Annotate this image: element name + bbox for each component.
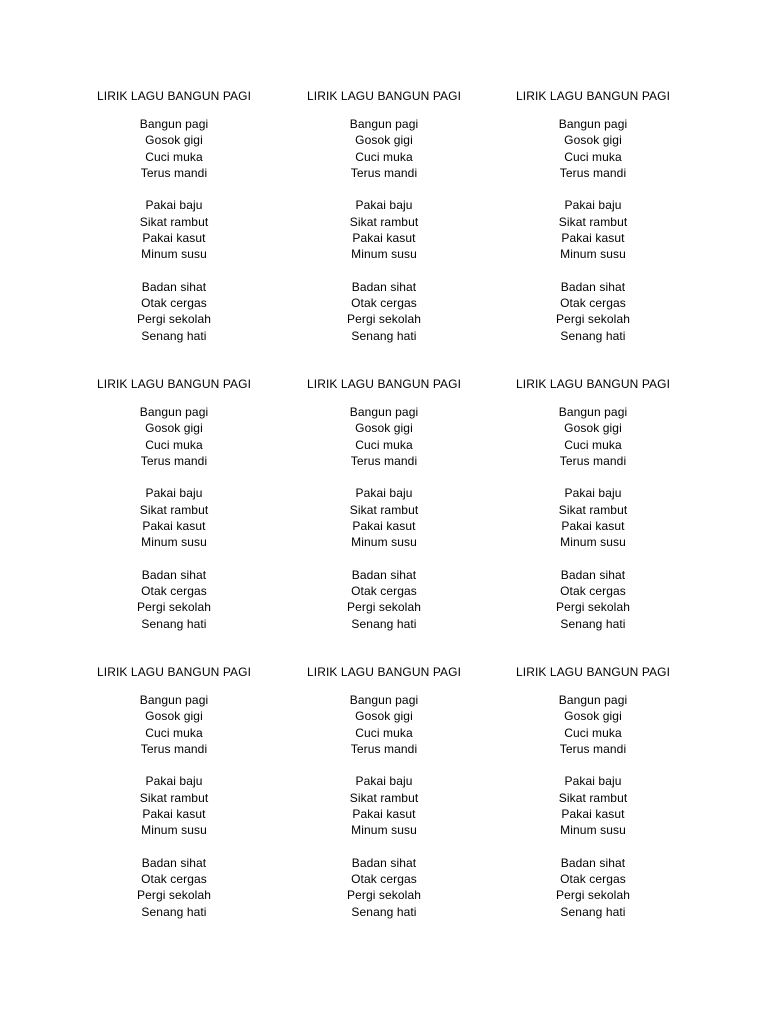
lyric-line: Pakai kasut	[352, 806, 416, 821]
lyric-line: Pergi sekolah	[346, 600, 421, 615]
lyric-line: Pakai kasut	[352, 518, 416, 533]
lyric-line: Gosok gigi	[355, 421, 413, 436]
lyric-line: Terus mandi	[140, 741, 208, 756]
stanza	[294, 116, 474, 181]
lyric-line: Pakai kasut	[561, 518, 625, 533]
lyric-card-r2-c1	[84, 377, 264, 632]
lyric-line: Badan sihat	[141, 279, 207, 294]
lyric-line: Senang hati	[141, 904, 207, 919]
lyric-line: Sikat rambut	[558, 790, 628, 805]
stanza	[84, 279, 264, 344]
lyric-line: Sikat rambut	[139, 790, 209, 805]
stanza	[503, 279, 683, 344]
lyric-line: Terus mandi	[350, 453, 418, 468]
lyric-line: Pergi sekolah	[555, 312, 630, 327]
lyric-line: Otak cergas	[351, 295, 417, 310]
lyric-card-r3-c3	[503, 665, 683, 920]
lyric-line: Otak cergas	[141, 295, 207, 310]
lyric-line: Gosok gigi	[564, 133, 622, 148]
card-title: LIRIK LAGU BANGUN PAGI	[96, 665, 252, 679]
lyric-line: Pergi sekolah	[346, 312, 421, 327]
card-title: LIRIK LAGU BANGUN PAGI	[96, 377, 252, 391]
lyric-line: Otak cergas	[560, 583, 626, 598]
lyric-line: Badan sihat	[351, 855, 417, 870]
card-title: LIRIK LAGU BANGUN PAGI	[306, 377, 462, 391]
lyric-line: Bangun pagi	[558, 117, 628, 131]
stanza	[84, 567, 264, 632]
lyric-line: Badan sihat	[351, 279, 417, 294]
lyric-line: Gosok gigi	[145, 709, 203, 724]
stanza	[294, 485, 474, 550]
stanza	[294, 773, 474, 838]
lyric-line: Badan sihat	[560, 279, 626, 294]
lyric-card-r3-c1	[84, 665, 264, 920]
lyric-line: Gosok gigi	[145, 133, 203, 148]
lyric-line: Terus mandi	[140, 165, 208, 180]
lyric-line: Sikat rambut	[558, 214, 628, 229]
lyric-line: Otak cergas	[560, 871, 626, 886]
lyric-line: Senang hati	[560, 328, 626, 343]
lyric-line: Otak cergas	[351, 871, 417, 886]
lyric-line: Cuci muka	[145, 149, 203, 164]
lyric-line: Pergi sekolah	[346, 888, 421, 903]
lyric-line: Bangun pagi	[349, 405, 419, 419]
lyric-line: Cuci muka	[355, 149, 413, 164]
lyric-line: Bangun pagi	[139, 405, 209, 419]
lyric-line: Senang hati	[351, 904, 417, 919]
lyric-line: Pergi sekolah	[555, 600, 630, 615]
lyric-line: Minum susu	[560, 823, 626, 838]
lyric-line: Otak cergas	[351, 583, 417, 598]
card-title: LIRIK LAGU BANGUN PAGI	[515, 377, 671, 391]
lyric-line: Badan sihat	[560, 567, 626, 582]
stanza	[294, 567, 474, 632]
lyric-line: Pakai baju	[355, 774, 413, 789]
lyric-line: Pakai kasut	[142, 518, 206, 533]
stanza	[84, 855, 264, 920]
lyric-line: Pakai kasut	[352, 230, 416, 245]
lyric-card-r2-c2	[294, 377, 474, 632]
stanza	[503, 404, 683, 469]
lyric-line: Pakai baju	[145, 198, 203, 213]
lyric-line: Otak cergas	[560, 295, 626, 310]
lyric-line: Otak cergas	[141, 583, 207, 598]
lyric-line: Gosok gigi	[355, 709, 413, 724]
lyric-card-r1-c3	[503, 89, 683, 344]
stanza	[503, 567, 683, 632]
lyric-line: Pakai kasut	[142, 806, 206, 821]
stanza	[503, 773, 683, 838]
lyric-line: Cuci muka	[145, 437, 203, 452]
lyric-line: Cuci muka	[355, 437, 413, 452]
lyric-line: Sikat rambut	[349, 790, 419, 805]
lyric-line: Cuci muka	[564, 437, 622, 452]
lyric-line: Terus mandi	[350, 165, 418, 180]
card-title: LIRIK LAGU BANGUN PAGI	[515, 665, 671, 679]
lyric-line: Bangun pagi	[558, 405, 628, 419]
lyric-line: Senang hati	[141, 616, 207, 631]
lyric-line: Bangun pagi	[558, 693, 628, 707]
lyric-line: Pergi sekolah	[555, 888, 630, 903]
card-title: LIRIK LAGU BANGUN PAGI	[515, 89, 671, 103]
lyric-line: Cuci muka	[564, 149, 622, 164]
lyric-line: Minum susu	[351, 823, 417, 838]
lyric-line: Terus mandi	[559, 165, 627, 180]
lyric-line: Pakai kasut	[561, 230, 625, 245]
lyric-line: Terus mandi	[559, 741, 627, 756]
lyric-line: Badan sihat	[141, 567, 207, 582]
lyric-line: Senang hati	[560, 904, 626, 919]
stanza	[503, 116, 683, 181]
stanza	[84, 773, 264, 838]
lyric-card-r1-c2	[294, 89, 474, 344]
card-title: LIRIK LAGU BANGUN PAGI	[306, 665, 462, 679]
lyric-line: Pakai kasut	[561, 806, 625, 821]
stanza	[84, 485, 264, 550]
stanza	[503, 485, 683, 550]
stanza	[294, 404, 474, 469]
lyric-line: Minum susu	[141, 247, 207, 262]
lyric-line: Senang hati	[560, 616, 626, 631]
lyric-line: Cuci muka	[145, 725, 203, 740]
stanza	[84, 404, 264, 469]
stanza	[84, 116, 264, 181]
lyric-line: Otak cergas	[141, 871, 207, 886]
card-title: LIRIK LAGU BANGUN PAGI	[96, 89, 252, 103]
lyric-line: Senang hati	[351, 328, 417, 343]
stanza	[294, 855, 474, 920]
lyric-line: Senang hati	[141, 328, 207, 343]
lyric-line: Minum susu	[351, 247, 417, 262]
lyric-line: Pakai baju	[355, 486, 413, 501]
lyric-line: Senang hati	[351, 616, 417, 631]
lyric-line: Cuci muka	[564, 725, 622, 740]
lyric-line: Pergi sekolah	[136, 312, 211, 327]
lyric-line: Sikat rambut	[349, 214, 419, 229]
lyric-line: Bangun pagi	[349, 117, 419, 131]
lyric-line: Pakai baju	[145, 486, 203, 501]
lyric-card-r1-c1	[84, 89, 264, 344]
lyric-line: Sikat rambut	[139, 214, 209, 229]
lyric-line: Pakai baju	[564, 774, 622, 789]
lyric-line: Badan sihat	[560, 855, 626, 870]
lyric-line: Bangun pagi	[349, 693, 419, 707]
lyric-line: Pergi sekolah	[136, 888, 211, 903]
lyric-line: Sikat rambut	[558, 502, 628, 517]
lyric-line: Minum susu	[351, 535, 417, 550]
stanza	[294, 197, 474, 262]
lyric-line: Minum susu	[560, 535, 626, 550]
lyric-line: Gosok gigi	[145, 421, 203, 436]
lyric-line: Pergi sekolah	[136, 600, 211, 615]
lyric-line: Cuci muka	[355, 725, 413, 740]
lyric-line: Gosok gigi	[355, 133, 413, 148]
lyric-line: Minum susu	[560, 247, 626, 262]
lyric-line: Pakai baju	[564, 198, 622, 213]
lyric-line: Minum susu	[141, 535, 207, 550]
stanza	[294, 692, 474, 757]
lyric-line: Minum susu	[141, 823, 207, 838]
lyric-line: Pakai kasut	[142, 230, 206, 245]
stanza	[503, 197, 683, 262]
lyric-card-r2-c3	[503, 377, 683, 632]
lyric-line: Pakai baju	[355, 198, 413, 213]
stanza	[84, 197, 264, 262]
lyric-line: Bangun pagi	[139, 117, 209, 131]
lyric-line: Sikat rambut	[349, 502, 419, 517]
lyric-line: Pakai baju	[564, 486, 622, 501]
lyric-line: Pakai baju	[145, 774, 203, 789]
stanza	[294, 279, 474, 344]
stanza	[503, 692, 683, 757]
card-title: LIRIK LAGU BANGUN PAGI	[306, 89, 462, 103]
lyric-line: Bangun pagi	[139, 693, 209, 707]
lyric-line: Badan sihat	[141, 855, 207, 870]
lyric-line: Terus mandi	[140, 453, 208, 468]
lyric-line: Badan sihat	[351, 567, 417, 582]
lyric-card-r3-c2	[294, 665, 474, 920]
stanza	[503, 855, 683, 920]
lyric-line: Gosok gigi	[564, 421, 622, 436]
lyric-line: Sikat rambut	[139, 502, 209, 517]
lyric-line: Gosok gigi	[564, 709, 622, 724]
lyric-line: Terus mandi	[350, 741, 418, 756]
stanza	[84, 692, 264, 757]
lyric-line: Terus mandi	[559, 453, 627, 468]
